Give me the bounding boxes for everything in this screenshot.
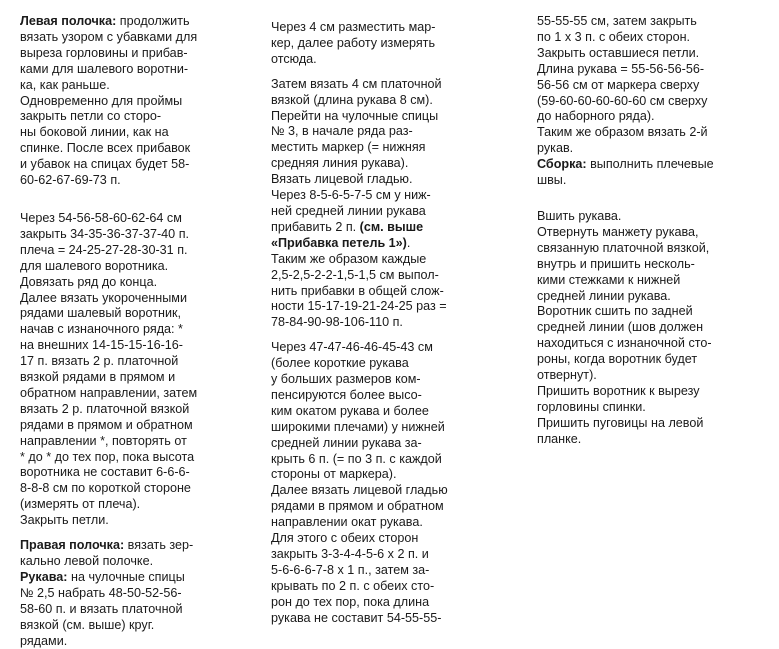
text-line: Перейти на чулочные спицы	[271, 108, 439, 123]
text-line: для шалевого воротника.	[20, 258, 169, 273]
text-line: Отвернуть манжету рукава,	[537, 224, 699, 239]
text-line: местить маркер (= нижняя	[271, 140, 426, 155]
column-left	[20, 14, 252, 649]
text-line: ности 15-17-19-21-24-25 раз =	[271, 299, 447, 314]
text-line: Через 8-5-6-5-7-5 см у ниж-	[271, 188, 431, 203]
text-line: вязкой рядами в прямом и	[20, 370, 176, 385]
text-line: Через 4 см разместить мар-	[271, 20, 436, 34]
text-line: вязать узором с убавками для	[20, 29, 198, 44]
text-line: вязкой (см. выше) круг.	[20, 617, 155, 632]
text-line: рядами шалевый воротник,	[20, 306, 182, 321]
text-line	[20, 14, 252, 30]
text-line: закрыть 34-35-36-37-37-40 п.	[20, 226, 190, 241]
text-line: ками для шалевого воротни-	[20, 61, 189, 76]
text-line: ны боковой линии, как на	[20, 125, 169, 140]
text-line: крывать по 2 п. с обеих сто-	[271, 578, 435, 593]
text-line: находиться с изнаночной сто-	[537, 336, 712, 351]
text-line: выреза горловины и прибав-	[20, 45, 188, 60]
text-line: Закрыть оставшиеся петли.	[537, 45, 700, 60]
text-line: ней средней линии рукава	[271, 203, 426, 218]
text-line: Таким же образом вязать 2-й	[537, 125, 708, 140]
text-line: 56-56 см от маркера сверху	[537, 77, 700, 92]
text-line: закрыть петли со сторо-	[20, 109, 162, 124]
text-line: (59-60-60-60-60-60 см сверху	[537, 93, 708, 108]
bold-heading: Рукава:	[20, 569, 68, 584]
text-line: 17 п. вязать 2 р. платочной	[20, 354, 179, 369]
text-run: прибавить 2 п.	[271, 219, 360, 234]
text-line: планке.	[537, 431, 582, 446]
text-line: на внешних 14-15-15-16-16-	[20, 338, 184, 353]
text-line: Таким же образом каждые	[271, 251, 427, 266]
text-line: 60-62-67-69-73 п.	[20, 173, 121, 188]
column-right	[537, 14, 773, 448]
text-line: рядами.	[20, 633, 68, 648]
text-run: выполнить плечевые	[586, 157, 714, 172]
text-run: на чулочные спицы	[67, 569, 185, 584]
text-line: рядами в прямом и обратном	[271, 499, 444, 514]
bold-heading: «Прибавка петель 1»)	[271, 235, 407, 250]
text-line: 8-8-8 см по короткой стороне	[20, 481, 191, 496]
text-line: (более короткие рукава	[271, 356, 409, 371]
text-line: направлении *, повторять от	[20, 433, 187, 448]
text-line: стороны от маркера).	[271, 467, 397, 482]
text-line: Пришить воротник к вырезу	[537, 383, 700, 398]
text-line: 5-6-6-6-7-8 х 1 п., затем за-	[271, 562, 430, 577]
text-line: рон до тех пор, пока длина	[271, 594, 430, 609]
text-line: спинке. После всех прибавок	[20, 141, 191, 156]
text-line: до наборного ряда).	[537, 109, 655, 124]
text-line: Для этого с обеих сторон	[271, 531, 419, 546]
text-line: кер, далее работу измерять	[271, 35, 436, 50]
text-line: средняя линия рукава).	[271, 156, 409, 171]
text-line: средней линии рукава за-	[271, 435, 422, 450]
column-middle	[271, 20, 515, 627]
text-line	[20, 538, 252, 554]
text-line: 78-84-90-98-106-110 п.	[271, 315, 403, 330]
text-line: * до * до тех пор, пока высота	[20, 449, 195, 464]
text-line: кими стежками к нижней	[537, 272, 681, 287]
bold-heading: Сборка:	[537, 157, 587, 172]
text-line: № 3, в начале ряда раз-	[271, 124, 413, 139]
text-line: Далее вязать лицевой гладью	[271, 483, 448, 498]
bold-heading: Левая полочка:	[20, 14, 117, 28]
text-line: и убавок на спицах будет 58-	[20, 157, 190, 172]
text-line: 55-55-55 см, затем закрыть	[537, 14, 697, 28]
paragraph-gap	[20, 529, 252, 538]
text-line: широкими плечами) у нижней	[271, 419, 445, 434]
paragraph-gap	[271, 68, 515, 77]
text-run: вязать зер-	[124, 538, 194, 553]
text-line: плеча = 24-25-27-28-30-31 п.	[20, 242, 188, 257]
text-line: Далее вязать укороченными	[20, 290, 187, 305]
text-line: по 1 х 3 п. с обеих сторон.	[537, 29, 691, 44]
text-line: роны, когда воротник будет	[537, 352, 698, 367]
text-line: рукав.	[537, 141, 574, 156]
text-line: № 2,5 набрать 48-50-52-56-	[20, 585, 182, 600]
text-line: горловины спинки.	[537, 399, 646, 414]
text-line: у больших размеров ком-	[271, 372, 421, 387]
text-line: ким окатом рукава и более	[271, 403, 429, 418]
text-line: отсюда.	[271, 51, 317, 66]
text-line: пенсируются более высо-	[271, 387, 422, 402]
text-line: воротника не составит 6-6-6-	[20, 465, 190, 480]
text-line: отвернут).	[537, 368, 597, 383]
text-run: .	[406, 235, 411, 250]
text-line: Довязать ряд до конца.	[20, 274, 158, 289]
paragraph-gap	[537, 189, 773, 209]
text-line: направлении окат рукава.	[271, 515, 423, 530]
text-line: рукава не составит 54-55-55-	[271, 610, 442, 625]
text-line: Затем вязать 4 см платочной	[271, 76, 442, 91]
bold-heading: (см. выше	[359, 219, 424, 234]
text-line: Через 54-56-58-60-62-64 см	[20, 210, 182, 225]
paragraph-gap	[20, 189, 252, 211]
text-line: Воротник сшить по задней	[537, 304, 693, 319]
text-line: ка, как раньше.	[20, 77, 110, 92]
bold-heading: Правая полочка:	[20, 538, 125, 553]
text-line: крыть 6 п. (= по 3 п. с каждой	[271, 451, 442, 466]
text-line: вязать 2 р. платочной вязкой	[20, 401, 190, 416]
text-line	[20, 570, 252, 586]
text-line: Вшить рукава.	[537, 208, 622, 223]
text-line: Вязать лицевой гладью.	[271, 172, 413, 187]
text-line: Длина рукава = 55-56-56-56-	[537, 61, 705, 76]
text-line	[271, 236, 515, 252]
text-line: средней линии рукава.	[537, 288, 671, 303]
text-line: закрыть 3-3-4-4-5-6 х 2 п. и	[271, 547, 429, 561]
text-line: средней линии (шов должен	[537, 320, 704, 335]
text-line: 58-60 п. и вязать платочной	[20, 601, 183, 616]
text-line: Одновременно для проймы	[20, 93, 183, 108]
text-line: обратном направлении, затем	[20, 385, 198, 400]
text-line: внутрь и пришить несколь-	[537, 256, 695, 271]
text-line: (измерять от плеча).	[20, 497, 141, 512]
text-line	[537, 157, 773, 173]
text-line: рядами в прямом и обратном	[20, 417, 193, 432]
text-line: Закрыть петли.	[20, 513, 109, 528]
text-line: Пришить пуговицы на левой	[537, 415, 704, 430]
text-line: Через 47-47-46-46-45-43 см	[271, 340, 433, 355]
paragraph-gap	[271, 331, 515, 340]
text-line: связанную платочной вязкой,	[537, 240, 710, 255]
text-line: 2,5-2,5-2-2-1,5-1,5 см выпол-	[271, 267, 439, 282]
text-line	[271, 220, 515, 236]
text-line: вязкой (длина рукава 8 см).	[271, 92, 433, 107]
text-line: швы.	[537, 173, 567, 188]
text-line: кально левой полочке.	[20, 554, 154, 568]
text-run: продолжить	[116, 14, 190, 28]
text-line: начав с изнаночного ряда: *	[20, 322, 183, 337]
text-line: нить прибавки в общей слож-	[271, 283, 444, 298]
